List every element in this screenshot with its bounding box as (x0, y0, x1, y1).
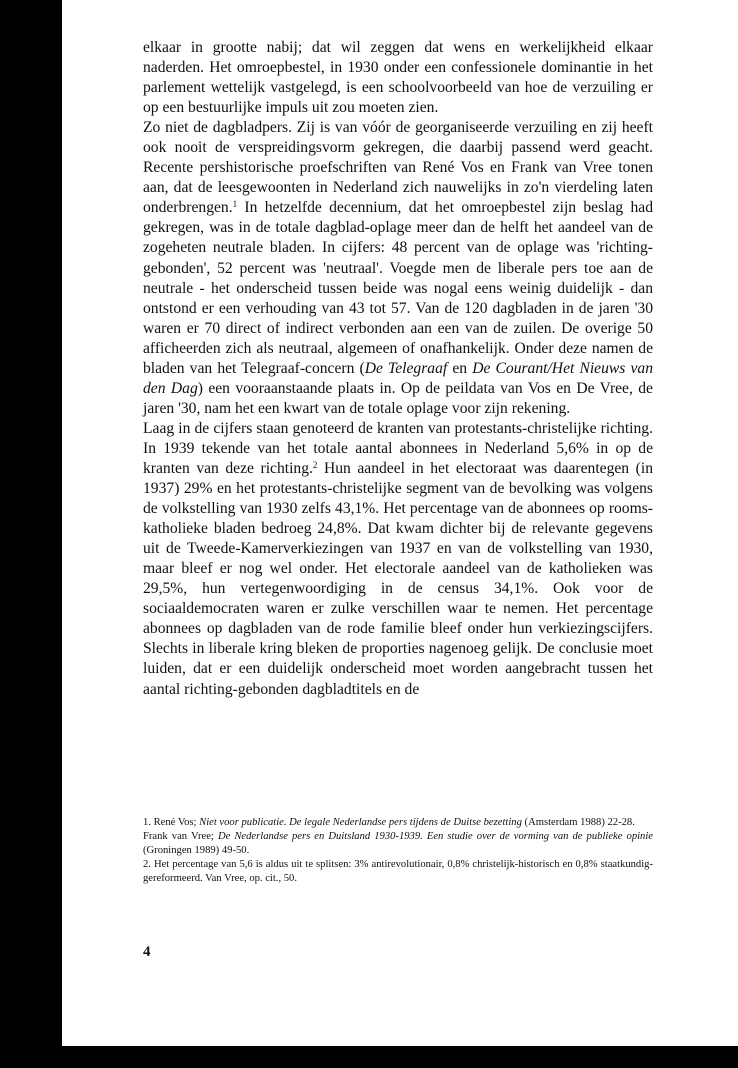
footnote-2: 2. Het percentage van 5,6 is aldus uit te splitsen: 3% antirevolutionair, 0,8% christelijk-historisch en 0,8% staatkundig-gereformeerd. Van Vree, op. cit., 50. (143, 859, 653, 884)
newspaper-title-courant: De Courant/Het Nieuws van den Dag (143, 359, 654, 397)
newspaper-title-telegraaf: De Telegraaf (364, 359, 448, 377)
paragraph-1: elkaar in grootte nabij; dat wil zeggen dat wens en werkelijkheid elkaar naderden. Het omroepbestel, in 1930 onder een confessionele dominantie in het parlement wettelijk vastgelegd, is een schoolvoorbeeld van hoe de verzuiling er op een bestuurlijke impuls uit zou moeten zien. (143, 39, 653, 117)
footnote-1-vree-prefix: Frank van Vree; (143, 831, 218, 842)
paragraph-2 (143, 118, 653, 419)
footnote-1-vree-title: De Nederlandse pers en Duitsland 1930-1939. Een studie over de vorming van de publieke opinie (217, 831, 653, 842)
page-number: 4 (143, 944, 151, 960)
paragraph-2-text-a: Zo niet de dagbladpers. Zij is van vóór de georganiseerde verzuiling en zij heeft ook nooit de verspreidingsvorm gekregen, die daarbij passend werd geacht. Recente pershistorische proefschriften van René Vos en Frank van Vree tonen aan, dat de leesgewoonten in Nederland zich nauwelijks in zo'n vierdeling laten onderbrengen. (143, 119, 653, 217)
paragraph-2-text-d: ) een vooraanstaande plaats in. Op de peildata van Vos en De Vree, de jaren '30, nam het een kwart van de totale oplage voor zijn rekening. (143, 379, 653, 417)
footnote-1-vree-suffix: (Groningen 1989) 49-50. (143, 845, 250, 856)
paragraph-3-text-a: Laag in de cijfers staan genoteerd de kranten van protestants-christelijke richting. In 1939 tekende van het totale aantal abonnees in Nederland 5,6% in op de kranten van deze richting. (143, 419, 653, 477)
footnote-ref-1[interactable]: 1 (232, 199, 238, 210)
footnote-1-vos (143, 816, 653, 830)
footnote-ref-2[interactable]: 2 (312, 459, 318, 470)
main-text (143, 38, 653, 700)
paragraph-3-text-b: Hun aandeel in het electoraat was daarentegen (in 1937) 29% en het protestants-christelijke segment van de bevolking was volgens de volkstelling van 1930 zelfs 43,1%. Het percentage van de abonnees op rooms-katholieke bladen bedroeg 24,8%. Dat kwam dichter bij de relevante gegevens uit de Tweede-Kamerverkiezingen van 1937 en van de volkstelling van 1930, maar bleef er nog wel onder. Het electorale aandeel van de katholieken was 29,5%, hun vertegenwoordiging in de census 34,1%. Ook voor de sociaaldemocraten waren er zulke verschillen waar te nemen. Het percentage abonnees op dagbladen van de rode familie bleef onder hun verkiezingscijfers. Slechts in liberale kring bleken de proporties nagenoeg gelijk. De conclusie moet luiden, dat er een duidelijk onderscheid moet worden aangebracht tussen het aantal richting-gebonden dagbladtitels en de (143, 459, 653, 698)
footnote-1-vos-title: Niet voor publicatie. De legale Nederlandse pers tijdens de Duitse bezetting (199, 817, 522, 828)
scan-border-left (0, 0, 62, 1068)
footnote-1-vos-prefix: 1. René Vos; (143, 817, 200, 828)
footnotes (143, 816, 653, 886)
paragraph-2-text-b: In hetzelfde decennium, dat het omroepbestel zijn beslag had gekregen, was in de totale dagblad-oplage meer dan de helft het aandeel van de zogeheten neutrale bladen. In cijfers: 48 percent van de oplage was 'richting-gebonden', 52 percent was 'neutraal'. Voegde men de liberale pers toe aan de neutrale - het onderscheid tussen beide was nogal eens weinig duidelijk - dan ontstond er een verhouding van 43 tot 57. Van de 120 dagbladen in de jaren '30 waren er 70 direct of indirect verbonden aan een van de zuilen. De overige 50 afficheerden zich als neutraal, algemeen of onafhankelijk. Onder deze namen de bladen van het Telegraaf-concern ( (143, 199, 653, 377)
footnote-1-vos-suffix: (Amsterdam 1988) 22-28. (521, 817, 635, 828)
paragraph-3 (143, 419, 653, 700)
footnote-1-vree (143, 830, 653, 858)
paragraph-2-text-c: en (447, 359, 473, 377)
scan-border-bottom (62, 1046, 738, 1068)
